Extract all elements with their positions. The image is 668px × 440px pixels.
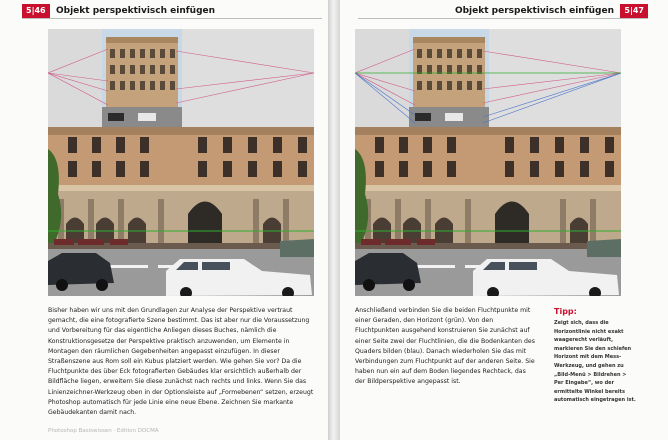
right-street-photo	[355, 29, 621, 296]
left-page-header	[22, 4, 322, 19]
right-page-number: 5|47	[620, 4, 648, 18]
right-body-paragraph: Anschließend verbinden Sie die beiden Fluchtpunkte mit einer Geraden, den Horizont (grün). Von den Fluchtpunkten ausgehend konstruieren Sie zunächst auf einer Seite zwei der Fluchtlinien, die die Bodenkanten des Quaders bilden (blau). Danach wiederholen Sie das mit Verbindungen zum Fluchtpunkt auf der anderen Seite. Sie haben nun ein auf dem Boden liegendes Rechteck, das der Bildperspektive angepasst ist.	[355, 307, 535, 386]
left-street-photo	[48, 29, 314, 296]
left-page-footer: Photoshop Basiswissen · Edition DOCMA	[48, 428, 159, 434]
right-body-text	[355, 306, 537, 388]
right-header-title: Objekt perspektivisch einfügen	[454, 6, 614, 16]
right-page	[340, 0, 668, 440]
left-header-title: Objekt perspektivisch einfügen	[56, 6, 216, 16]
left-page-number: 5|46	[22, 4, 50, 18]
left-body-text	[48, 306, 316, 418]
left-page	[0, 0, 328, 440]
left-body-paragraph: Bisher haben wir uns mit den Grundlagen zur Analyse der Perspektive vertraut gemacht, die eine fotografierte Szene bestimmt. Das ist aber nur die Voraussetzung und Vorbereitung für das eigentliche Anliegen dieses Buches, nämlich die Konstruktionsgesetze der Perspektive praktisch anzuwenden, um Elemente in Montagen den räumlichen Gegebenheiten angepasst einzufügen. In dieser Straßenszene aus Rom soll ein Kubus platziert werden. Wie gehen Sie vor? Da die Fluchtpunkte des über Eck fotografierten Gebäudes klar ersichtlich außerhalb der Bildfläche liegen, erweitern Sie diese zunächst nach rechts und links. Wenn Sie das Linienzeichner-Werkzeug oben in der Optionsleiste auf „Formebenen“ setzen, erzeugt Photoshop automatisch für jede Linie eine neue Ebene. Zeichnen Sie markante Gebäudekanten damit nach.	[48, 307, 314, 417]
tip-text: Zeigt sich, dass die Horizontlinie nicht exakt waagerecht verläuft, markieren Sie den schiefen Horizont mit dem Mess-Werkzeug, und gehen zu „Bild-Menü > Bildrehen > Per Eingabe“, wo der ermittelte Winkel bereits automatisch eingetragen ist.	[554, 320, 636, 404]
tip-heading: Tipp:	[554, 307, 577, 316]
book-gutter	[328, 0, 340, 440]
right-page-header	[358, 4, 648, 19]
tip-box	[554, 306, 636, 405]
